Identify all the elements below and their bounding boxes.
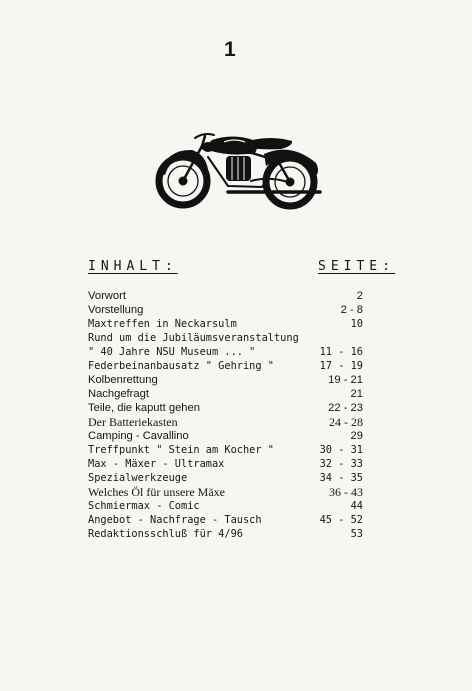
toc-page: 19 - 21 xyxy=(328,374,363,386)
toc-row-oel xyxy=(88,485,388,499)
toc-page: 45 - 52 xyxy=(319,514,363,526)
toc-page: 34 - 35 xyxy=(319,472,363,484)
toc-page: 2 xyxy=(356,290,363,302)
toc-title: Nachgefragt xyxy=(88,388,149,400)
toc-title: Vorstellung xyxy=(88,304,144,316)
toc-title: " 40 Jahre NSU Museum ... " xyxy=(88,346,256,358)
toc-row-teile xyxy=(88,401,388,415)
toc-page: 44 xyxy=(350,500,363,512)
toc-title: Schmiermax - Comic xyxy=(88,500,200,512)
toc-row-kolbenrettung xyxy=(88,373,388,387)
toc-page: 2 - 8 xyxy=(340,304,363,316)
toc-title: Der Batteriekasten xyxy=(88,415,178,429)
toc-title: Teile, die kaputt gehen xyxy=(88,402,200,414)
toc-title: Max - Mäxer - Ultramax xyxy=(88,458,225,470)
toc-page: 53 xyxy=(350,528,363,540)
toc-title: Spezialwerkzeuge xyxy=(88,472,188,484)
toc-row-batteriekasten xyxy=(88,415,388,429)
toc-row-angebot xyxy=(88,513,388,527)
toc-title: Treffpunkt " Stein am Kocher " xyxy=(88,444,274,456)
toc-page: 30 - 31 xyxy=(319,444,363,456)
toc-page: 21 xyxy=(350,388,363,400)
toc-row-jubilaeum xyxy=(88,331,388,345)
toc-page: 10 xyxy=(350,318,363,330)
toc-row-redaktionsschluss xyxy=(88,527,388,541)
contents-heading: INHALT: xyxy=(88,259,178,274)
toc-title: Vorwort xyxy=(88,290,126,302)
table-of-contents xyxy=(88,289,388,541)
toc-page: 22 - 23 xyxy=(328,402,363,414)
toc-row-federbein xyxy=(88,359,388,373)
toc-title: Redaktionsschluß für 4/96 xyxy=(88,528,243,540)
toc-page: 29 xyxy=(350,430,363,442)
toc-row-museum xyxy=(88,345,388,359)
toc-title: Kolbenrettung xyxy=(88,374,158,386)
toc-page: 24 - 28 xyxy=(329,415,363,429)
toc-row-camping xyxy=(88,429,388,443)
toc-title: Rund um die Jubiläumsveranstaltung xyxy=(88,332,299,344)
toc-row-spezialwerkzeuge xyxy=(88,471,388,485)
toc-page: 36 - 43 xyxy=(329,485,363,499)
toc-row-treffpunkt xyxy=(88,443,388,457)
toc-row-ultramax xyxy=(88,457,388,471)
toc-row-schmiermax xyxy=(88,499,388,513)
toc-row-maxtreffen xyxy=(88,317,388,331)
toc-title: Welches Öl für unsere Mäxe xyxy=(88,485,225,499)
toc-page: 17 - 19 xyxy=(319,360,363,372)
toc-title: Angebot - Nachfrage - Tausch xyxy=(88,514,262,526)
toc-title: Maxtreffen in Neckarsulm xyxy=(88,318,237,330)
motorcycle-icon xyxy=(150,126,330,212)
toc-row-vorstellung xyxy=(88,303,388,317)
toc-page: 11 - 16 xyxy=(319,346,363,358)
page-number: 1 xyxy=(224,38,236,61)
toc-row-vorwort xyxy=(88,289,388,303)
toc-row-nachgefragt xyxy=(88,387,388,401)
page-heading: SEITE: xyxy=(318,259,395,274)
toc-title: Federbeinanbausatz " Gehring " xyxy=(88,360,274,372)
toc-page: 32 - 33 xyxy=(319,458,363,470)
toc-title: Camping - Cavallino xyxy=(88,430,189,442)
